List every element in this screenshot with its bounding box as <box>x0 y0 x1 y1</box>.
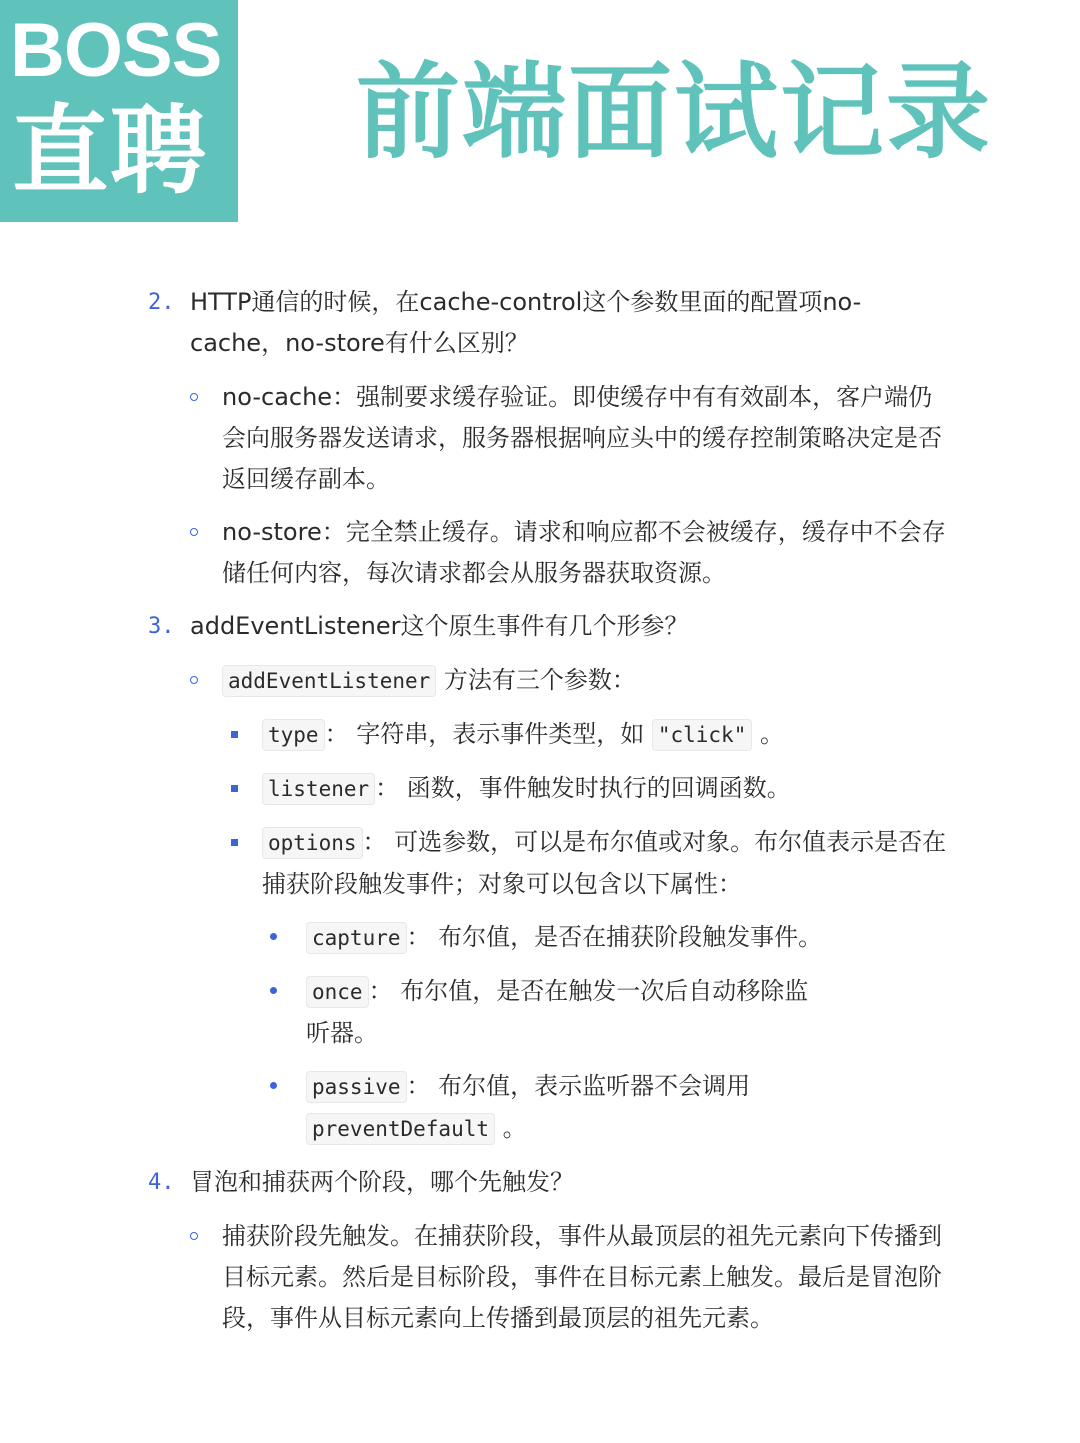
list-item-text: no-store：完全禁止缓存。请求和响应都不会被缓存，缓存中不会存储任何内容，每次请求都会从服务器获取资源。 <box>222 518 946 587</box>
question-4 <box>0 1162 1080 1203</box>
hollow-bullet-icon <box>190 393 198 401</box>
square-bullet-icon <box>231 839 238 846</box>
square-bullet-icon <box>231 785 238 792</box>
inline-code: passive <box>306 1071 407 1103</box>
list-item-text: no-cache：强制要求缓存验证。即使缓存中有有效副本，客户端仍会向服务器发送请求，服务器根据响应头中的缓存控制策略决定是否返回缓存副本。 <box>222 383 942 493</box>
dot-bullet-icon <box>270 987 277 994</box>
dot-bullet-icon <box>270 933 277 940</box>
list-item-capture-first <box>0 1216 1080 1339</box>
list-item-param-type <box>0 714 1080 756</box>
question-3 <box>0 606 1080 647</box>
list-item-text: ： 布尔值，是否在触发一次后自动移除监听器。 <box>306 977 809 1047</box>
hollow-bullet-icon <box>190 1232 198 1240</box>
inline-code: preventDefault <box>306 1113 495 1145</box>
list-item-text: ： 可选参数，可以是布尔值或对象。布尔值表示是否在捕获阶段触发事件；对象可以包含以下属性： <box>262 828 947 898</box>
list-item-params-intro <box>0 660 1080 702</box>
list-item-no-cache <box>0 377 1080 500</box>
logo-text-zhipin: 直聘 <box>12 95 208 207</box>
question-text: 冒泡和捕获两个阶段，哪个先触发？ <box>190 1168 574 1196</box>
inline-code: listener <box>262 773 375 805</box>
question-2 <box>0 282 1080 364</box>
list-item-no-store <box>0 512 1080 594</box>
inline-code: addEventListener <box>222 665 436 697</box>
hollow-bullet-icon <box>190 528 198 536</box>
question-number: 3. <box>148 614 175 639</box>
list-item-param-listener <box>0 768 1080 810</box>
question-number: 2. <box>148 290 175 315</box>
article-body <box>0 282 1080 1351</box>
list-item-text: ： 布尔值，表示监听器不会调用 <box>406 1072 751 1100</box>
logo-text-boss: BOSS <box>10 8 222 93</box>
list-item-text: 捕获阶段先触发。在捕获阶段，事件从最顶层的祖先元素向下传播到目标元素。然后是目标阶段，事件在目标元素上触发。最后是冒泡阶段，事件从目标元素向上传播到最顶层的祖先元素。 <box>222 1222 942 1332</box>
list-item-option-passive <box>0 1066 1080 1150</box>
question-number: 4. <box>148 1170 175 1195</box>
list-item-text: ： 字符串，表示事件类型，如 <box>324 720 652 748</box>
inline-code: "click" <box>652 719 753 751</box>
inline-code: options <box>262 827 363 859</box>
list-item-text: ： 布尔值，是否在捕获阶段触发事件。 <box>406 923 823 951</box>
page-title: 前端面试记录 <box>356 51 993 173</box>
inline-code: capture <box>306 922 407 954</box>
inline-code: type <box>262 719 325 751</box>
dot-bullet-icon <box>270 1082 277 1089</box>
inline-code: once <box>306 976 369 1008</box>
list-item-option-once <box>0 971 1080 1054</box>
square-bullet-icon <box>231 731 238 738</box>
question-text: HTTP通信的时候，在cache-control这个参数里面的配置项no-cache，no-store有什么区别？ <box>190 288 862 357</box>
list-item-text: ： 函数，事件触发时执行的回调函数。 <box>375 774 791 802</box>
list-item-text: 。 <box>752 720 784 748</box>
question-text: addEventListener这个原生事件有几个形参？ <box>190 612 689 640</box>
list-item-option-capture <box>0 917 1080 959</box>
list-item-param-options <box>0 822 1080 905</box>
list-item-text: 方法有三个参数： <box>436 666 636 694</box>
hollow-bullet-icon <box>190 676 198 684</box>
boss-zhipin-logo <box>0 0 238 222</box>
list-item-text: 。 <box>495 1114 527 1142</box>
